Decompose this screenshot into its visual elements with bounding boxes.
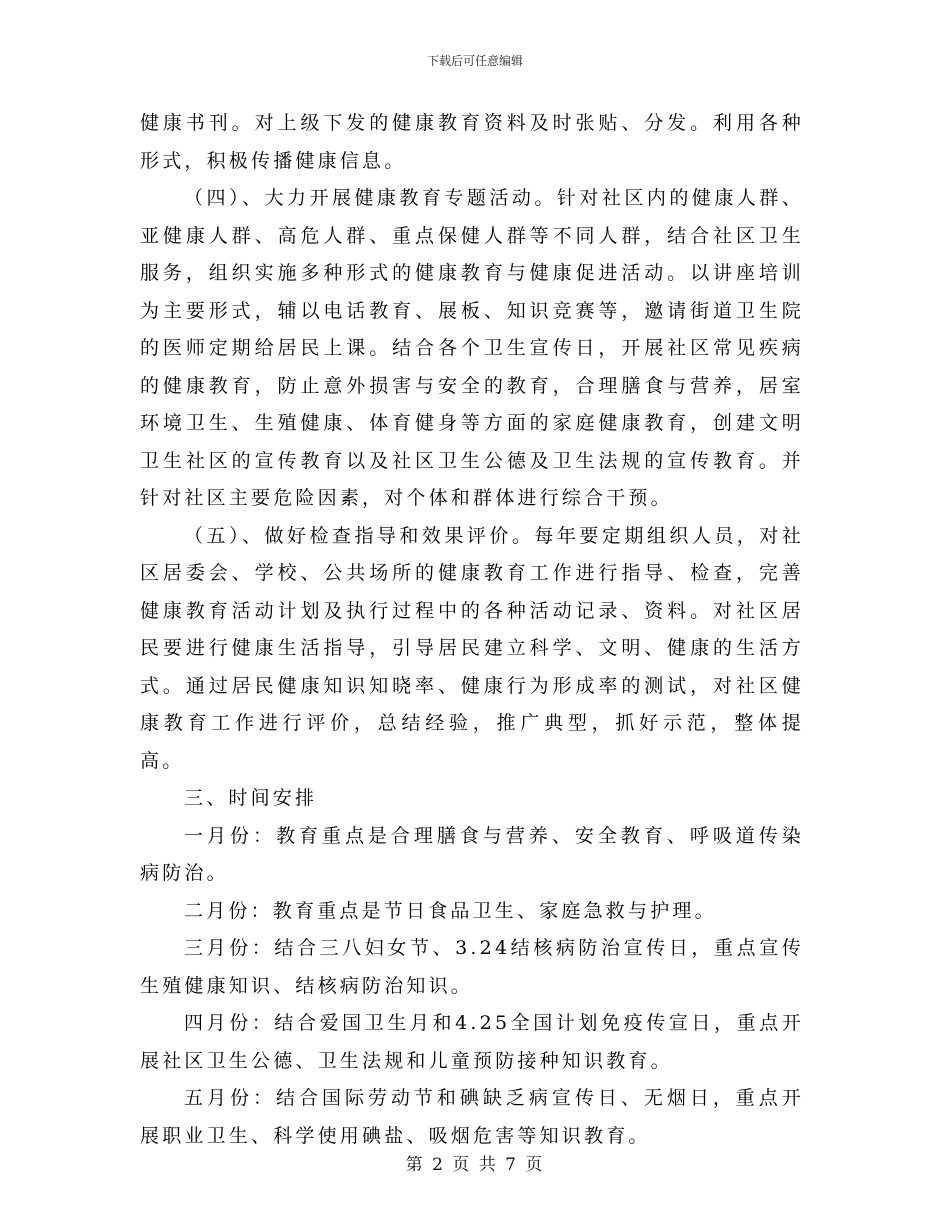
section-heading-schedule: 三、时间安排: [184, 787, 318, 809]
paragraph-january: 一月份：教育重点是合理膳食与营养、安全教育、呼吸道传染病防治。: [140, 824, 804, 884]
page-footer: 第 2 页 共 7 页: [405, 1155, 545, 1175]
paragraph-section-5: （五）、做好检查指导和效果评价。每年要定期组织人员，对社区居委会、学校、公共场所的健康教育工作进行指导、检查，完善健康教育活动计划及执行过程中的各种活动记录、资料。对社区居民要进行健康生活指导，引导居民建立科学、文明、健康的生活方式。通过居民健康知识知晓率、健康行为形成率的测试，对社区健康教育工作进行评价，总结经验，推广典型，抓好示范，整体提高。: [140, 524, 804, 772]
page-header: 下载后可任意编辑: [426, 54, 523, 68]
paragraph-april: 四月份：结合爱国卫生月和4.25全国计划免疫传宣日，重点开展社区卫生公德、卫生法规和儿童预防接种知识教育。: [140, 1012, 804, 1072]
paragraph-february: 二月份：教育重点是节日食品卫生、家庭急救与护理。: [184, 899, 717, 922]
document-body: [140, 105, 804, 1155]
paragraph-section-4: （四）、大力开展健康教育专题活动。针对社区内的健康人群、亚健康人群、高危人群、重点保健人群等不同人群，结合社区卫生服务，组织实施多种形式的健康教育与健康促进活动。以讲座培训为主要形式，辅以电话教育、展板、知识竞赛等，邀请街道卫生院的医师定期给居民上课。结合各个卫生宣传日，开展社区常见疾病的健康教育，防止意外损害与安全的教育，合理膳食与营养，居室环境卫生、生殖健康、体育健身等方面的家庭健康教育，创建文明卫生社区的宣传教育以及社区卫生公德及卫生法规的宣传教育。并针对社区主要危险因素，对个体和群体进行综合干预。: [140, 187, 804, 509]
paragraph-may: 五月份：结合国际劳动节和碘缺乏病宣传日、无烟日，重点开展职业卫生、科学使用碘盐、吸烟危害等知识教育。: [140, 1087, 804, 1147]
paragraph-march: 三月份：结合三八妇女节、3.24结核病防治宣传日，重点宣传生殖健康知识、结核病防治知识。: [140, 937, 804, 997]
paragraph-continuation: 健康书刊。对上级下发的健康教育资料及时张贴、分发。利用各种形式，积极传播健康信息。: [140, 112, 804, 172]
